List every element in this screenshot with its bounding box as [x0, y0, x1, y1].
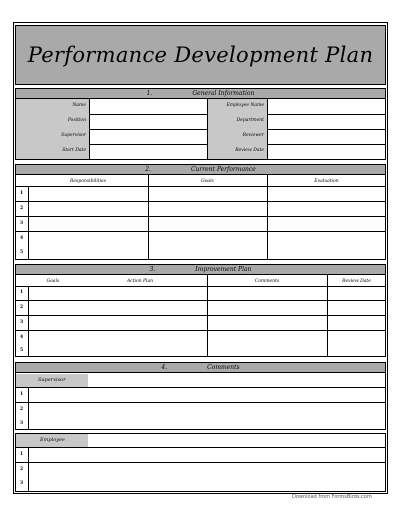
- section-current-header: [15, 164, 386, 175]
- section-title: Current Performance: [190, 166, 256, 173]
- employee-label: Employee: [40, 437, 65, 443]
- row-number: 2: [20, 467, 24, 472]
- field-label-reviewer: Reviewer: [242, 133, 264, 138]
- divider: [15, 447, 386, 448]
- row-number: 3: [20, 221, 24, 226]
- divider: [327, 275, 328, 357]
- divider: [15, 231, 386, 232]
- row-number: 4: [20, 335, 24, 340]
- field-label-position: Position: [67, 118, 86, 123]
- field-label-department: Department: [236, 118, 264, 123]
- title-banner: [15, 25, 386, 85]
- field-label-supervisor: Supervisor: [61, 133, 86, 138]
- row-number: 3: [20, 481, 24, 486]
- row-number: 3: [20, 320, 24, 325]
- name-field[interactable]: [90, 100, 206, 113]
- row-number: 1: [20, 392, 24, 397]
- supervisor-field[interactable]: [90, 130, 206, 143]
- column-header-goals: Goals: [46, 279, 60, 284]
- row-number: 1: [20, 290, 24, 295]
- section-comments-header: [15, 362, 386, 373]
- department-field[interactable]: [268, 115, 385, 128]
- section-number: 3.: [149, 266, 156, 273]
- divider: [15, 201, 386, 202]
- divider: [15, 330, 386, 331]
- divider: [28, 286, 29, 357]
- position-field[interactable]: [90, 115, 206, 128]
- row-number: 2: [20, 206, 24, 211]
- divider: [28, 186, 29, 260]
- column-header-evaluation: Evaluation: [314, 179, 339, 184]
- row-number: 1: [20, 452, 24, 457]
- divider: [207, 99, 208, 160]
- section-title: Comments: [207, 364, 240, 371]
- field-label-review-date: Review Date: [235, 148, 264, 153]
- divider: [148, 175, 149, 260]
- divider: [28, 447, 29, 492]
- section-improvement-header: [15, 264, 386, 275]
- divider: [207, 275, 208, 357]
- divider: [28, 387, 29, 430]
- review-date-field[interactable]: [268, 145, 385, 159]
- section-title: General Information: [192, 90, 255, 97]
- divider: [15, 216, 386, 217]
- divider: [15, 186, 386, 187]
- row-number: 2: [20, 407, 24, 412]
- divider: [15, 402, 386, 403]
- row-number: 3: [20, 421, 24, 426]
- employee-name-field[interactable]: [268, 100, 385, 113]
- current-table: [15, 175, 386, 260]
- page-title: Performance Development Plan: [27, 43, 374, 67]
- column-header-review-date: Review Date: [342, 279, 371, 284]
- divider: [15, 300, 386, 301]
- row-number: 2: [20, 305, 24, 310]
- divider: [15, 315, 386, 316]
- divider: [267, 175, 268, 260]
- field-label-employee-name: Employee Name: [226, 103, 264, 108]
- field-label-start-date: Start Date: [62, 148, 86, 153]
- improvement-table: [15, 275, 386, 357]
- reviewer-field[interactable]: [268, 130, 385, 143]
- divider: [15, 387, 386, 388]
- row-number: 5: [20, 348, 24, 353]
- divider: [15, 462, 386, 463]
- section-number: 4.: [161, 364, 168, 371]
- column-header-comments: Comments: [254, 279, 280, 284]
- divider: [15, 286, 386, 287]
- section-title: Improvement Plan: [195, 266, 252, 273]
- supervisor-label: Supervisor: [38, 377, 66, 383]
- row-number: 4: [20, 236, 24, 241]
- footer-text: Download from FormsBirds.com: [292, 494, 372, 500]
- row-number: 5: [20, 250, 24, 255]
- column-header-action-plan: Action Plan: [126, 279, 154, 284]
- start-date-field[interactable]: [90, 145, 206, 159]
- section-general-header: [15, 88, 386, 99]
- row-number: 1: [20, 191, 24, 196]
- section-number: 1.: [146, 90, 153, 97]
- column-header-goals: Goals: [201, 179, 214, 184]
- column-header-responsibilities: Responsibilities: [69, 179, 106, 184]
- field-label-name: Name: [72, 103, 86, 108]
- section-number: 2.: [145, 166, 151, 173]
